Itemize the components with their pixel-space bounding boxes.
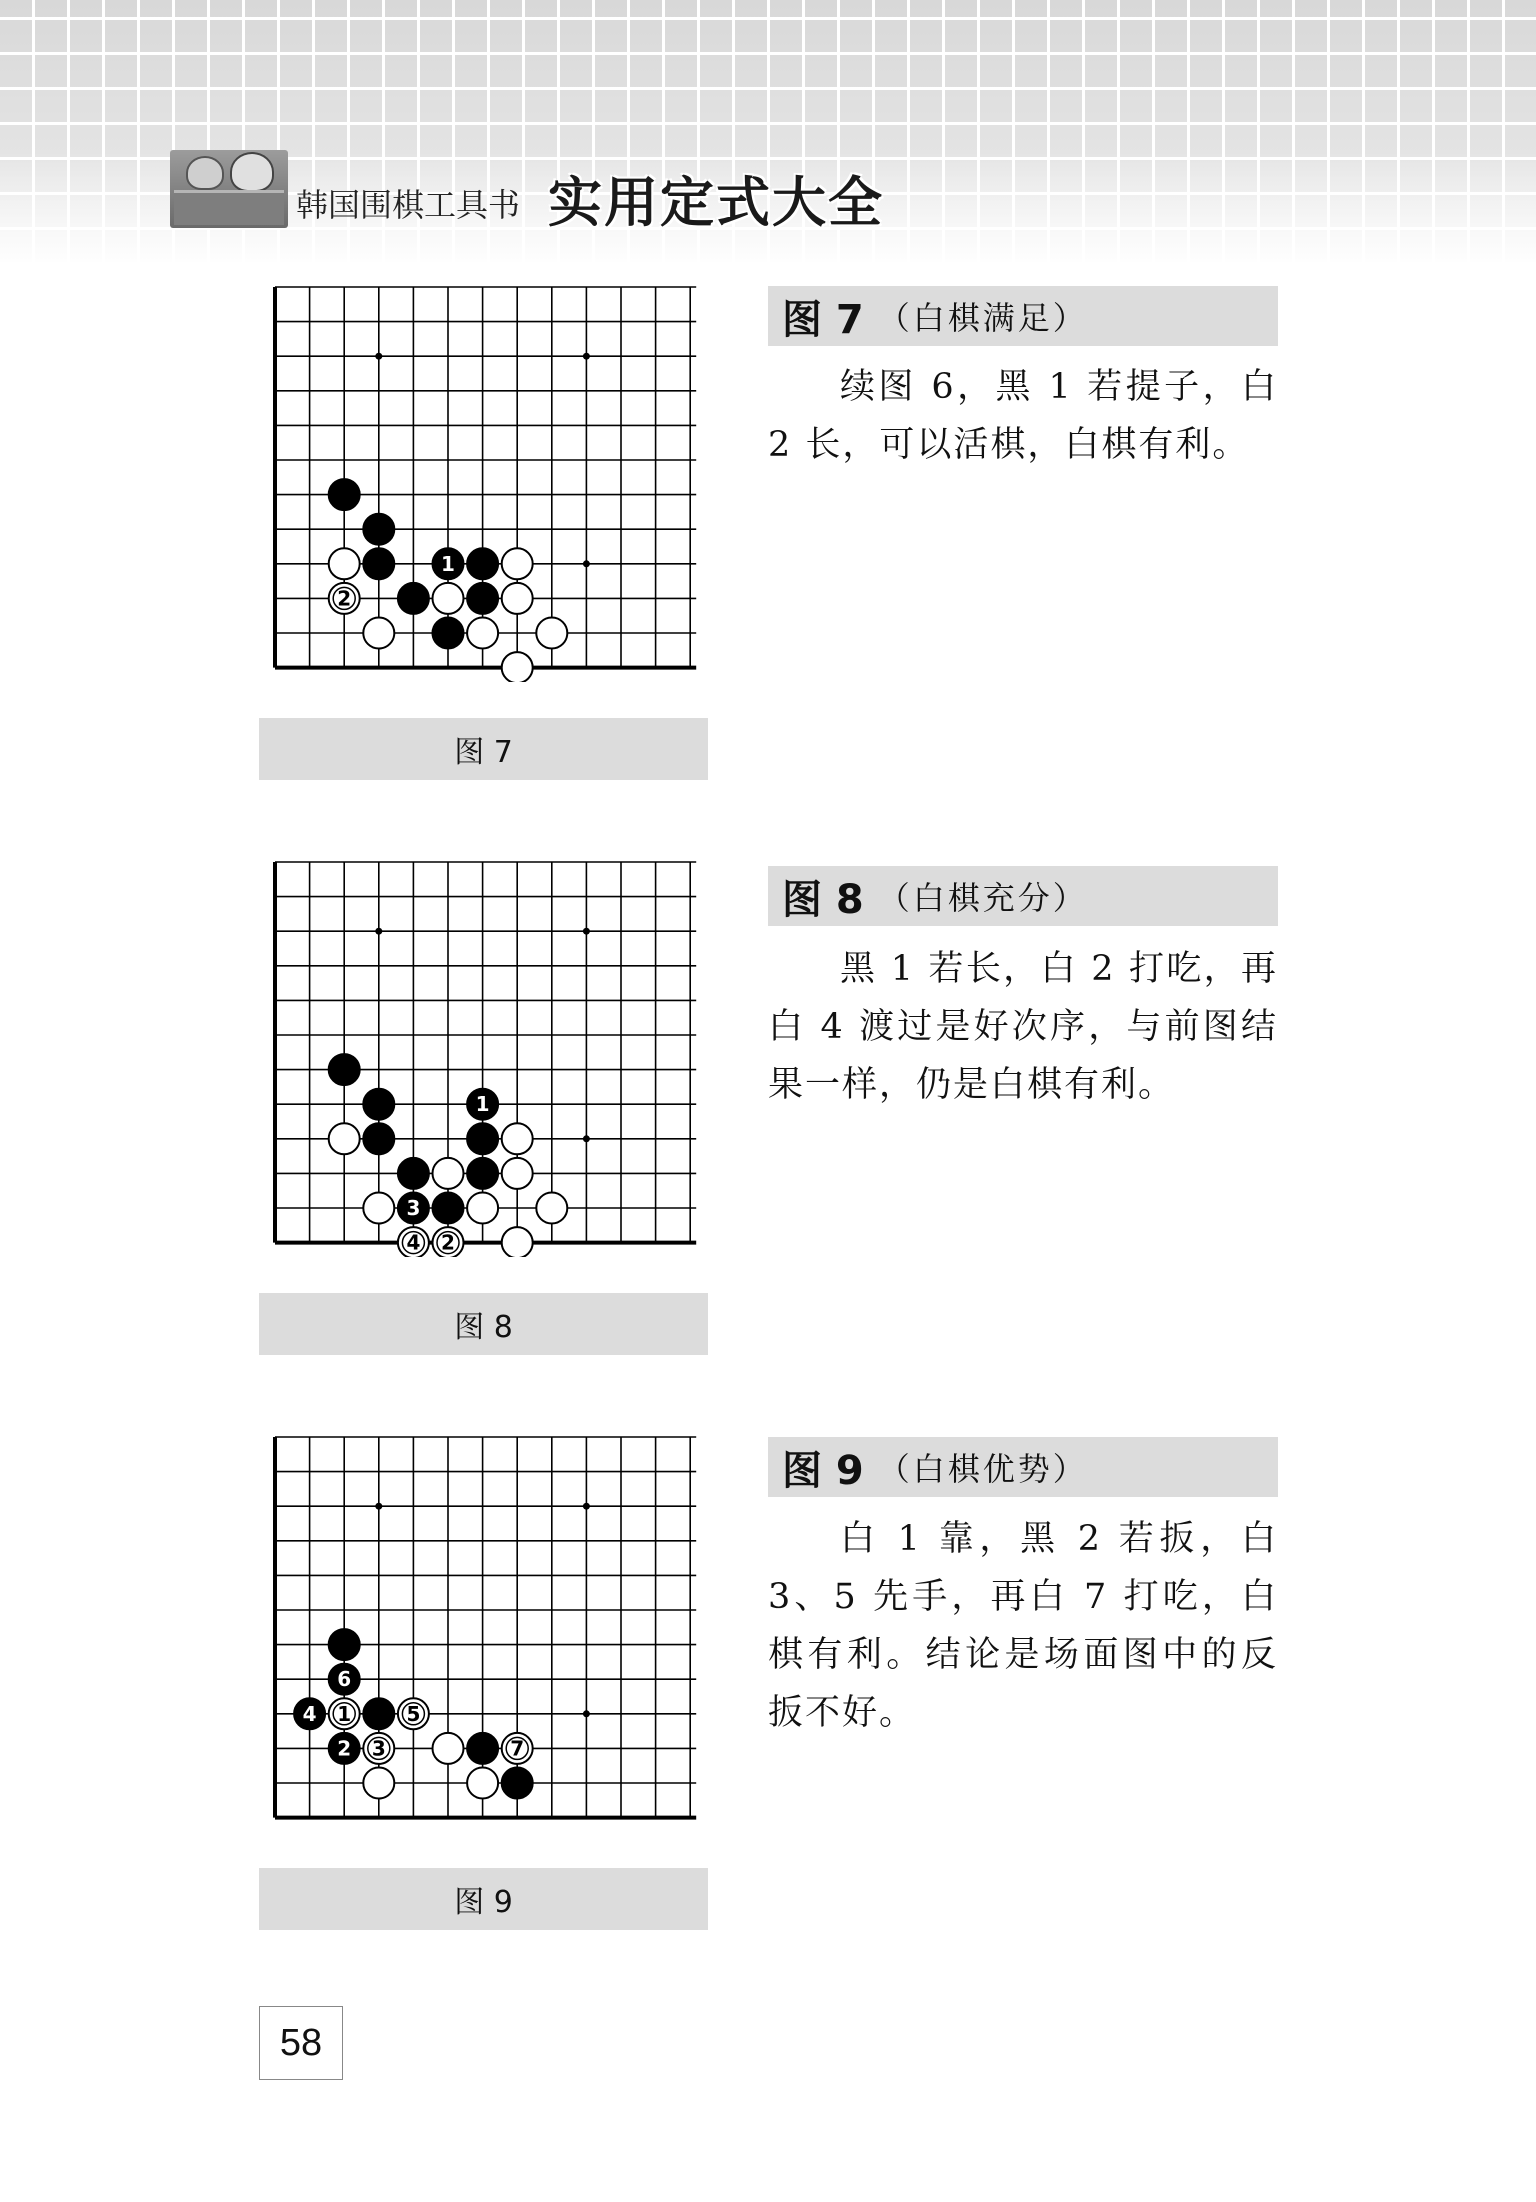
black-stone xyxy=(398,1193,429,1224)
star-point xyxy=(583,1135,590,1142)
black-stone xyxy=(329,1629,360,1660)
black-stone xyxy=(467,583,498,614)
white-stone xyxy=(329,1698,360,1729)
star-point xyxy=(583,1503,590,1510)
figure-caption-fig9: 图 9 xyxy=(259,1868,708,1930)
move-number: 3 xyxy=(371,1736,386,1761)
black-stone xyxy=(329,1054,360,1085)
star-point xyxy=(583,353,590,360)
figure-text-fig8: 黑 1 若长，白 2 打吃，再白 4 渡过是好次序，与前图结果一样，仍是白棋有利。 xyxy=(768,949,1278,1105)
figure-title-note: （白棋优势） xyxy=(877,1450,1088,1488)
black-stone xyxy=(467,1089,498,1120)
move-number: 2 xyxy=(441,1230,455,1255)
black-stone xyxy=(363,1123,394,1154)
figure-title-label: 图 9 xyxy=(782,1447,864,1494)
black-stone xyxy=(502,1768,533,1799)
white-stone xyxy=(433,583,464,614)
move-number: 1 xyxy=(337,1701,352,1726)
white-stone xyxy=(536,1193,567,1224)
star-point xyxy=(583,1710,590,1717)
white-stone xyxy=(363,618,394,649)
white-stone xyxy=(502,548,533,579)
page-header xyxy=(0,0,1536,262)
page-number: 58 xyxy=(259,2006,343,2080)
white-stone xyxy=(502,1733,533,1764)
move-number: 3 xyxy=(406,1196,421,1220)
black-stone xyxy=(294,1698,325,1729)
figure-title-fig8 xyxy=(768,866,1278,926)
white-stone xyxy=(536,618,567,649)
black-stone xyxy=(467,548,498,579)
figure-title-label: 图 8 xyxy=(782,876,864,923)
white-stone xyxy=(502,1123,533,1154)
go-board-fig7 xyxy=(270,282,710,682)
star-point xyxy=(583,928,590,935)
figure-title-note: （白棋满足） xyxy=(877,299,1088,337)
figure-text-fig9: 白 1 靠，黑 2 若扳，白 3、5 先手，再白 7 打吃，白棋有利。结论是场面图中的反扳不好。 xyxy=(768,1519,1278,1733)
white-stone xyxy=(467,1768,498,1799)
white-stone xyxy=(467,1193,498,1224)
white-stone xyxy=(433,1158,464,1189)
white-stone xyxy=(329,548,360,579)
star-point xyxy=(375,353,382,360)
white-stone xyxy=(502,1158,533,1189)
star-point xyxy=(375,928,382,935)
black-stone xyxy=(433,618,464,649)
black-stone xyxy=(329,1664,360,1695)
white-stone xyxy=(329,1123,360,1154)
figure-title-fig9 xyxy=(768,1437,1278,1497)
white-stone xyxy=(329,583,360,614)
black-stone xyxy=(467,1123,498,1154)
black-stone xyxy=(398,583,429,614)
black-stone xyxy=(329,1733,360,1764)
star-point xyxy=(375,1503,382,1510)
move-number: 2 xyxy=(337,586,352,611)
white-stone xyxy=(502,1227,533,1257)
white-stone xyxy=(398,1698,429,1729)
series-name: 韩国围棋工具书 xyxy=(296,186,521,224)
white-stone xyxy=(363,1768,394,1799)
black-stone xyxy=(363,1698,394,1729)
black-stone xyxy=(363,1089,394,1120)
black-stone xyxy=(467,1733,498,1764)
white-stone xyxy=(363,1733,394,1764)
move-number: 1 xyxy=(441,551,455,576)
move-number: 7 xyxy=(510,1736,525,1761)
move-number: 4 xyxy=(302,1701,317,1726)
figure-title-note: （白棋充分） xyxy=(877,879,1088,917)
black-stone xyxy=(363,548,394,579)
go-board-fig8 xyxy=(270,857,710,1257)
figure-text-fig7: 续图 6，黑 1 若提子，白 2 长，可以活棋，白棋有利。 xyxy=(768,367,1278,465)
book-title: 实用定式大全 xyxy=(548,170,884,234)
black-stone xyxy=(433,1193,464,1224)
black-stone xyxy=(329,479,360,510)
move-number: 2 xyxy=(337,1736,352,1761)
go-board-fig9 xyxy=(270,1432,710,1832)
black-stone xyxy=(467,1158,498,1189)
star-point xyxy=(583,560,590,567)
white-stone xyxy=(398,1227,429,1257)
black-stone xyxy=(363,514,394,545)
figure-caption-fig8: 图 8 xyxy=(259,1293,708,1355)
white-stone xyxy=(363,1193,394,1224)
move-number: 5 xyxy=(406,1701,421,1726)
figure-title-label: 图 7 xyxy=(782,296,864,343)
figure-caption-fig7: 图 7 xyxy=(259,718,708,780)
move-number: 6 xyxy=(337,1667,352,1692)
black-stone xyxy=(398,1158,429,1189)
white-stone xyxy=(433,1733,464,1764)
white-stone xyxy=(433,1227,464,1257)
book-logo xyxy=(170,150,288,228)
move-number: 4 xyxy=(406,1230,421,1255)
move-number: 1 xyxy=(475,1092,490,1117)
white-stone xyxy=(502,583,533,614)
white-stone xyxy=(502,652,533,682)
white-stone xyxy=(467,618,498,649)
figure-title-fig7 xyxy=(768,286,1278,346)
black-stone xyxy=(433,548,464,579)
